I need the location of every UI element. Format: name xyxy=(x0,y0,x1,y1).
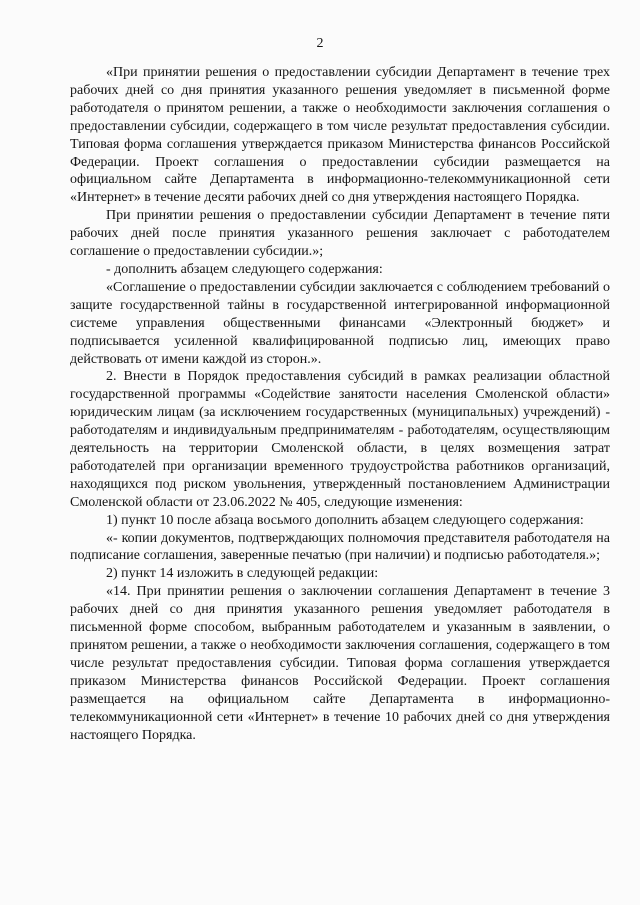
paragraph-item-14-text: «14. При принятии решения о заключении соглашения Департамент в течение 3 рабочих дней со дня принятия указанного решения уведомляет работодателя в письменной форме способом, выбранным работодателем и указанным в заявлении, о принятом решении, а также о необходимости заключения соглашения, содержащего в том числе результат предоставления субсидии. Типовая форма соглашения утверждается приказом Министерства финансов Российской Федерации. Проект соглашения размещается на официальном сайте Департамента в информационно-телекоммуникационной сети «Интернет» в течение 10 рабочих дней со дня утверждения настоящего Порядка. xyxy=(70,584,610,743)
paragraph-add-clause: - дополнить абзацем следующего содержания: xyxy=(106,261,383,277)
paragraph-agreement-5-days: При принятии решения о предоставлении субсидии Департамент в течение пяти рабочих дней после принятия указанного решения заключает с работодателем соглашение о предоставлении субсидии.»; xyxy=(70,208,610,260)
paragraph-amend-procedure: 2. Внести в Порядок предоставления субсидий в рамках реализации областной государственной программы «Содействие занятости населения Смоленской области» юридическим лицам (за исключением государственных (муниципальных) учреждений) - работодателям и индивидуальным предпринимателям - работодателям, осуществляющим деятельность на территории Смоленской области, в целях возмещения затрат работодателей при организации временного трудоустройства работников организаций, находящихся под риском увольнения, утвержденный постановлением Администрации Смоленской области от 23.06.2022 № 405, следующие изменения: xyxy=(70,369,610,510)
document-body xyxy=(70,64,610,744)
paragraph-documents-copies: «- копии документов, подтверждающих полномочия представителя работодателя на подписание соглашения, заверенные печатью (при наличии) и подписью работодателя.»; xyxy=(70,530,610,564)
paragraph-item-14-intro: 2) пункт 14 изложить в следующей редакции: xyxy=(106,566,379,582)
page-number: 2 xyxy=(316,36,324,51)
paragraph-notification-3-days: «При принятии решения о предоставлении субсидии Департамент в течение трех рабочих дней со дня принятия указанного решения уведомляет в письменной форме работодателя о принятом решении, а также о необходимости заключения соглашения о предоставлении субсидии, содержащего в том числе результат предоставления субсидии. Типовая форма соглашения утверждается приказом Министерства финансов Российской Федерации. Проект соглашения о предоставлении субсидии размещается на официальном сайте Департамента в информационно-телекоммуникационной сети «Интернет» в течение десяти рабочих дней со дня утверждения настоящего Порядка. xyxy=(70,65,610,206)
paragraph-electronic-budget: «Соглашение о предоставлении субсидии заключается с соблюдением требований о защите государственной тайны в государственной интегрированной информационной системе управления общественными финансами «Электронный бюджет» и подписывается усиленной квалифицированной подписью лиц, имеющих право действовать от имени каждой из сторон.». xyxy=(70,279,610,367)
paragraph-item-10: 1) пункт 10 после абзаца восьмого дополнить абзацем следующего содержания: xyxy=(106,512,584,528)
